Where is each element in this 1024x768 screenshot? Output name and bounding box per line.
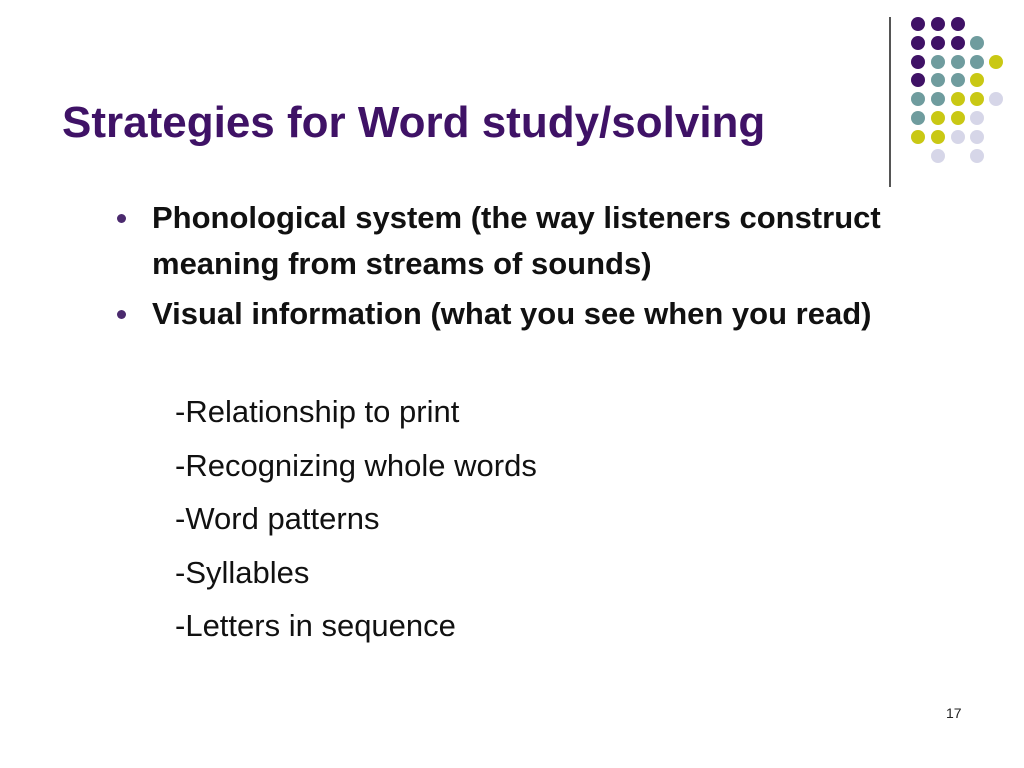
decorative-dot bbox=[970, 73, 984, 87]
decorative-dot bbox=[970, 130, 984, 144]
decorative-dot bbox=[911, 130, 925, 144]
decorative-dot bbox=[951, 36, 965, 50]
decorative-dot bbox=[911, 17, 925, 31]
bullet-dot bbox=[117, 214, 126, 223]
decorative-dot bbox=[951, 111, 965, 125]
decorative-dot bbox=[970, 55, 984, 69]
sub-item: -Word patterns bbox=[175, 501, 380, 536]
bullet-item: Visual information (what you see when you read) bbox=[152, 296, 872, 331]
decorative-dot bbox=[951, 55, 965, 69]
sub-item: -Relationship to print bbox=[175, 394, 460, 429]
decorative-dot bbox=[931, 149, 945, 163]
decorative-dot bbox=[911, 55, 925, 69]
decorative-dot bbox=[911, 73, 925, 87]
decorative-dot bbox=[951, 17, 965, 31]
decorative-dot bbox=[931, 92, 945, 106]
sub-item: -Syllables bbox=[175, 555, 310, 590]
decorative-dot bbox=[970, 149, 984, 163]
decorative-dot bbox=[951, 92, 965, 106]
decorative-dot bbox=[989, 55, 1003, 69]
decorative-dot bbox=[911, 92, 925, 106]
decorative-dot bbox=[970, 92, 984, 106]
decorative-dot bbox=[931, 17, 945, 31]
decorative-dot bbox=[931, 111, 945, 125]
decorative-dot bbox=[951, 73, 965, 87]
bullet-item: Phonological system (the way listeners construct meaning from streams of sounds) bbox=[152, 200, 881, 281]
sub-item: -Letters in sequence bbox=[175, 608, 456, 643]
page-number: 17 bbox=[946, 705, 962, 721]
decorative-dot bbox=[911, 36, 925, 50]
sub-item: -Recognizing whole words bbox=[175, 448, 537, 483]
decorative-dot bbox=[970, 36, 984, 50]
decorative-dot bbox=[931, 73, 945, 87]
decorative-dot bbox=[911, 111, 925, 125]
decorative-dot bbox=[951, 130, 965, 144]
decorative-dot bbox=[931, 55, 945, 69]
decorative-dot bbox=[931, 36, 945, 50]
decorative-dot bbox=[989, 92, 1003, 106]
slide-title: Strategies for Word study/solving bbox=[62, 98, 766, 147]
bullet-dot bbox=[117, 310, 126, 319]
decorative-dot-grid bbox=[0, 0, 1024, 200]
decorative-dot bbox=[970, 111, 984, 125]
decorative-dot bbox=[931, 130, 945, 144]
